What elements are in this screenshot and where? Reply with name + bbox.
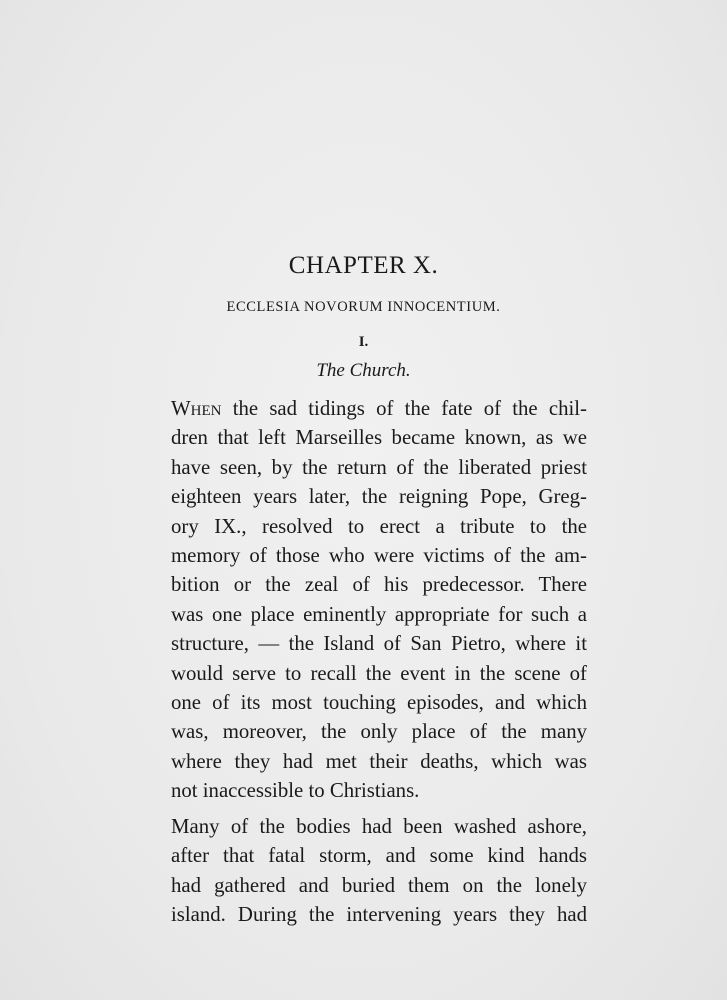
text-line-content: the sad tidings of the fate of the chil-: [221, 397, 587, 420]
text-line: ory IX., resolved to erect a tribute to the: [171, 514, 587, 538]
text-line: [171, 394, 587, 423]
text-line: after that fatal storm, and some kind hands: [171, 844, 587, 868]
text-line: had gathered and buried them on the lonely: [171, 873, 587, 897]
text-line: Many of the bodies had been washed ashore,: [171, 815, 587, 838]
chapter-subtitle: ECCLESIA NOVORUM INNOCENTIUM.: [226, 299, 501, 315]
paragraph-1: [171, 394, 587, 805]
text-line: was, moreover, the only place of the many: [171, 720, 587, 744]
text-line: bition or the zeal of his predecessor. There: [171, 573, 587, 597]
section-number: I.: [358, 334, 369, 350]
text-line: memory of those who were victims of the am-: [171, 543, 587, 567]
text-line: was one place eminently appropriate for such a: [171, 602, 587, 626]
text-line: would serve to recall the event in the scene of: [171, 661, 587, 685]
text-line: one of its most touching episodes, and which: [171, 690, 587, 714]
text-line: where they had met their deaths, which was: [171, 749, 587, 773]
section-title: The Church.: [316, 360, 411, 381]
text-line: structure, — the Island of San Pietro, where it: [171, 632, 587, 656]
chapter-heading: CHAPTER X.: [288, 252, 439, 279]
lead-word: When: [171, 397, 222, 420]
text-line: eighteen years later, the reigning Pope, Greg-: [171, 485, 587, 509]
text-line: island. During the intervening years they had: [171, 903, 587, 927]
text-line: have seen, by the return of the liberated priest: [171, 455, 587, 479]
text-line: not inaccessible to Christians.: [171, 779, 420, 803]
text-line: dren that left Marseilles became known, as we: [171, 426, 587, 450]
paragraph-2: [171, 812, 587, 930]
